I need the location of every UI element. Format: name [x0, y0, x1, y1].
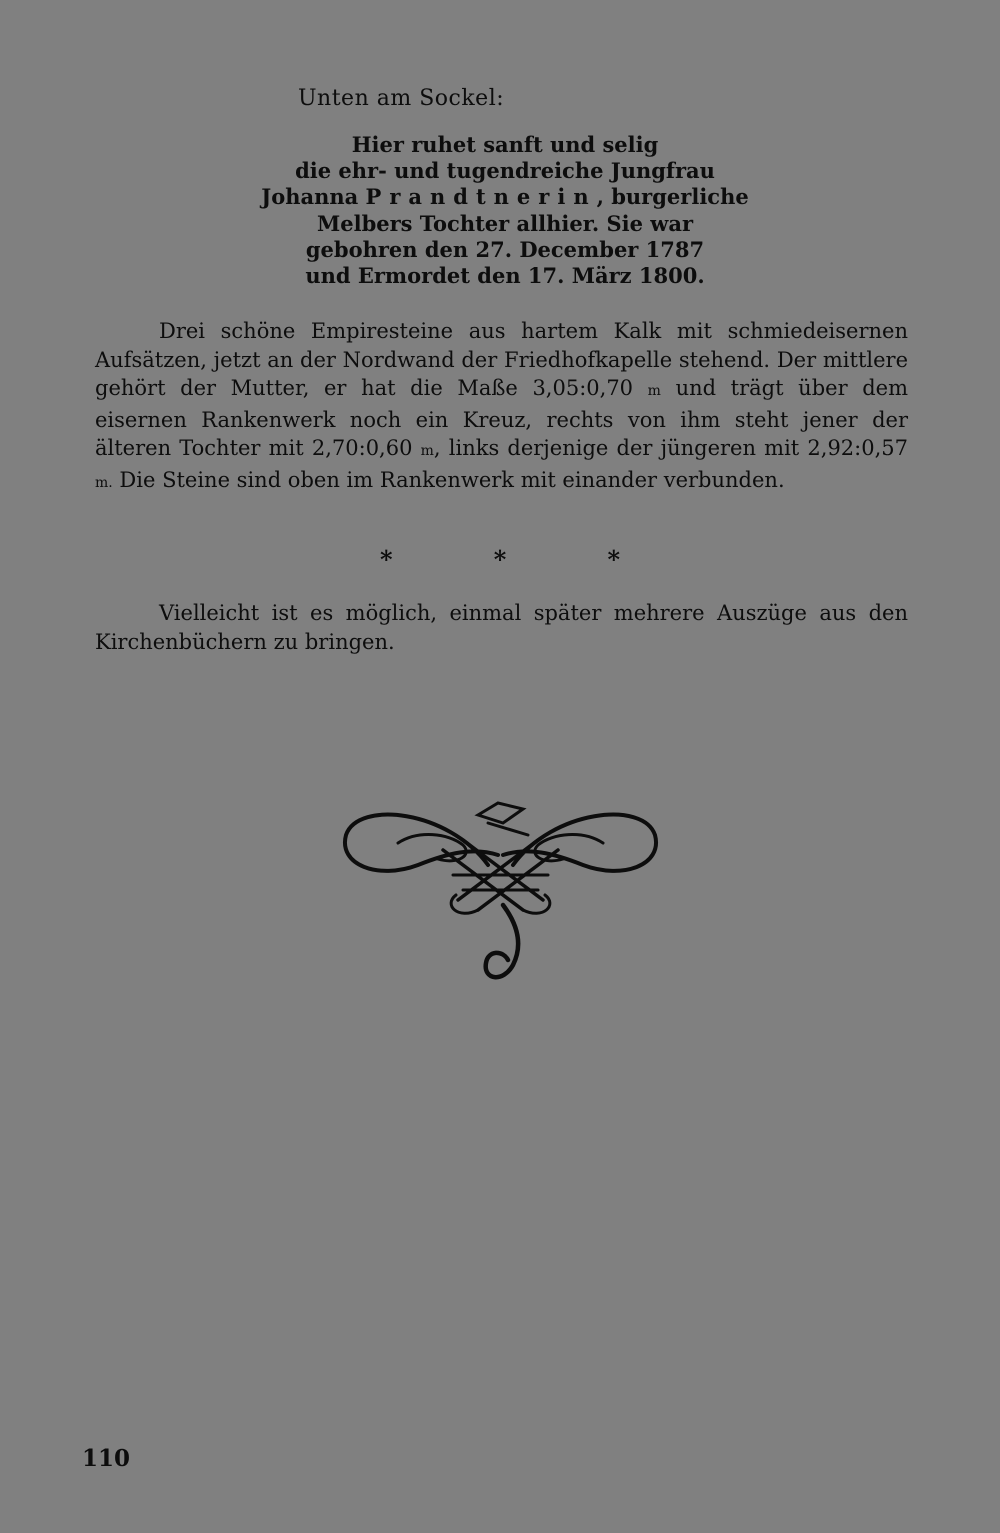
inscription-line-6: und Ermordet den 17. März 1800. — [305, 263, 705, 289]
paragraph-1-text-b: und trägt über dem eisernen Rankenwerk noch ein Kreuz, rechts von ihm steht jener der älteren Tochter mit 2,70:0,60 — [95, 376, 908, 461]
section-heading: Unten am Sockel: — [298, 86, 505, 111]
inscription-first-name: Johanna — [261, 184, 359, 210]
paragraph-1-text-d: Die Steine sind oben im Rankenwerk mit einander verbunden. — [119, 467, 785, 492]
inscription-line-4: Melbers Tochter allhier. Sie war — [316, 210, 694, 236]
calligraphic-flourish-icon — [338, 795, 663, 995]
paragraph-1-text-c: , links derjenige der jüngeren mit 2,92:0,57 — [433, 436, 908, 461]
separator-star: * — [380, 545, 393, 574]
inscription-line-2: die ehr- und tugendreiche Jungfrau — [295, 158, 715, 184]
inscription-line-3 — [200, 184, 810, 210]
unit-label: m — [647, 383, 661, 400]
section-separator — [380, 545, 620, 574]
paragraph-1-text-a: Drei schöne Empiresteine aus hartem Kalk mit schmiedeisernen Aufsätzen, jetzt an der Nordwand der Friedhofkapelle stehend. Der mittlere gehört der Mutter, er hat die Maße 3,05:0,70 — [95, 319, 908, 401]
separator-star: * — [607, 545, 620, 574]
inscription-block — [200, 132, 810, 289]
inscription-line-1: Hier ruhet sanft und selig — [351, 132, 659, 157]
unit-label: m. — [95, 474, 113, 491]
page-number: 110 — [82, 1445, 131, 1472]
inscription-line-5: gebohren den 27. December 1787 — [305, 236, 705, 262]
inscription-line-3-rest: , burgerliche — [596, 184, 749, 210]
body-paragraph-1 — [95, 317, 908, 498]
body-paragraph-2: Vielleicht ist es möglich, einmal später mehrere Auszüge aus den Kirchenbüchern zu bringen. — [95, 601, 908, 654]
unit-label: m — [420, 443, 434, 460]
inscription-surname: Prandtnerin — [365, 184, 597, 210]
separator-star: * — [493, 545, 507, 574]
